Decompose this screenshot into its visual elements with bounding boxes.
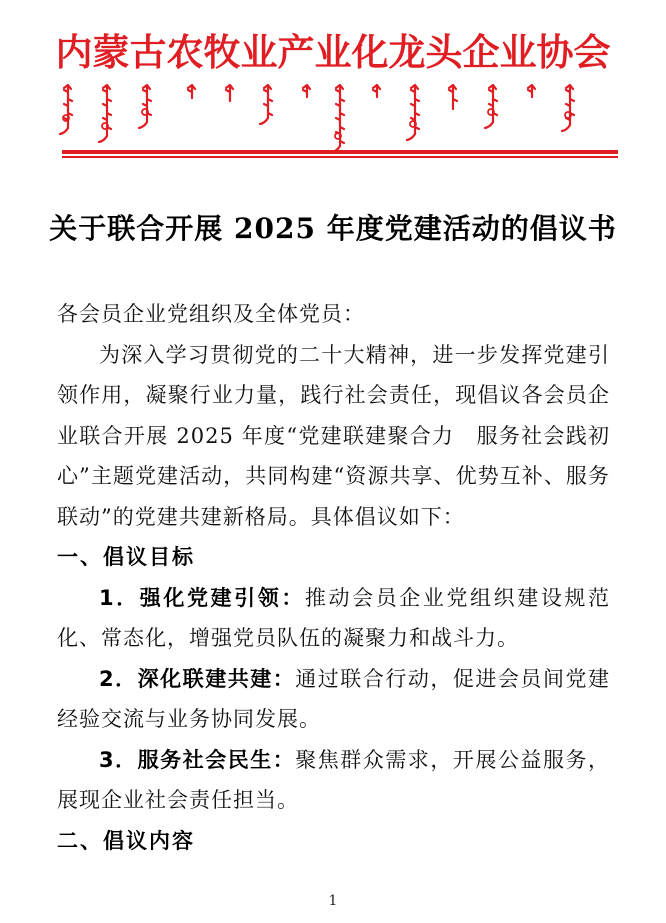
proposal-item-3 bbox=[57, 740, 610, 821]
item-3-lead: 3．服务社会民生： bbox=[99, 747, 296, 772]
item-2-lead: 2．深化联建共建： bbox=[99, 666, 296, 691]
letterhead bbox=[0, 28, 666, 158]
divider-thin-line bbox=[62, 156, 618, 158]
item-2-text: 通过联合行动，促进会员间党建经验交流与业务协同发展。 bbox=[57, 666, 610, 731]
salutation: 各会员企业党组织及全体党员： bbox=[57, 302, 365, 326]
item-3-text: 聚焦群众需求，开展公益服务，展现企业社会责任担当。 bbox=[57, 747, 610, 812]
document-body bbox=[57, 294, 610, 861]
organization-name: 内蒙古农牧业产业化龙头企业协会 bbox=[55, 30, 611, 74]
mongolian-script-text bbox=[0, 84, 666, 150]
section-2-heading: 二、倡议内容 bbox=[57, 828, 195, 853]
proposal-item-1 bbox=[57, 578, 610, 659]
item-1-lead: 1．强化党建引领： bbox=[99, 585, 305, 610]
item-1-text: 推动会员企业党组织建设规范化、常态化，增强党员队伍的凝聚力和战斗力。 bbox=[57, 585, 610, 650]
page-number: 1 bbox=[328, 893, 338, 909]
letterhead-divider-rule bbox=[62, 150, 618, 158]
proposal-item-2 bbox=[57, 659, 610, 740]
section-1-heading: 一、倡议目标 bbox=[57, 545, 195, 569]
intro-paragraph: 为深入学习贯彻党的二十大精神，进一步发挥党建引领作用，凝聚行业力量，践行社会责任，现倡议各会员企业联合开展 2025 年度“党建联建聚合力 服务社会践初心”主题党建活动，共同构建“资源共享、优势互补、服务联动”的党建共建新格局。具体倡议如下： bbox=[57, 342, 610, 529]
document-title: 关于联合开展 2025 年度党建活动的倡议书 bbox=[49, 212, 617, 245]
divider-thick-line bbox=[62, 150, 618, 154]
